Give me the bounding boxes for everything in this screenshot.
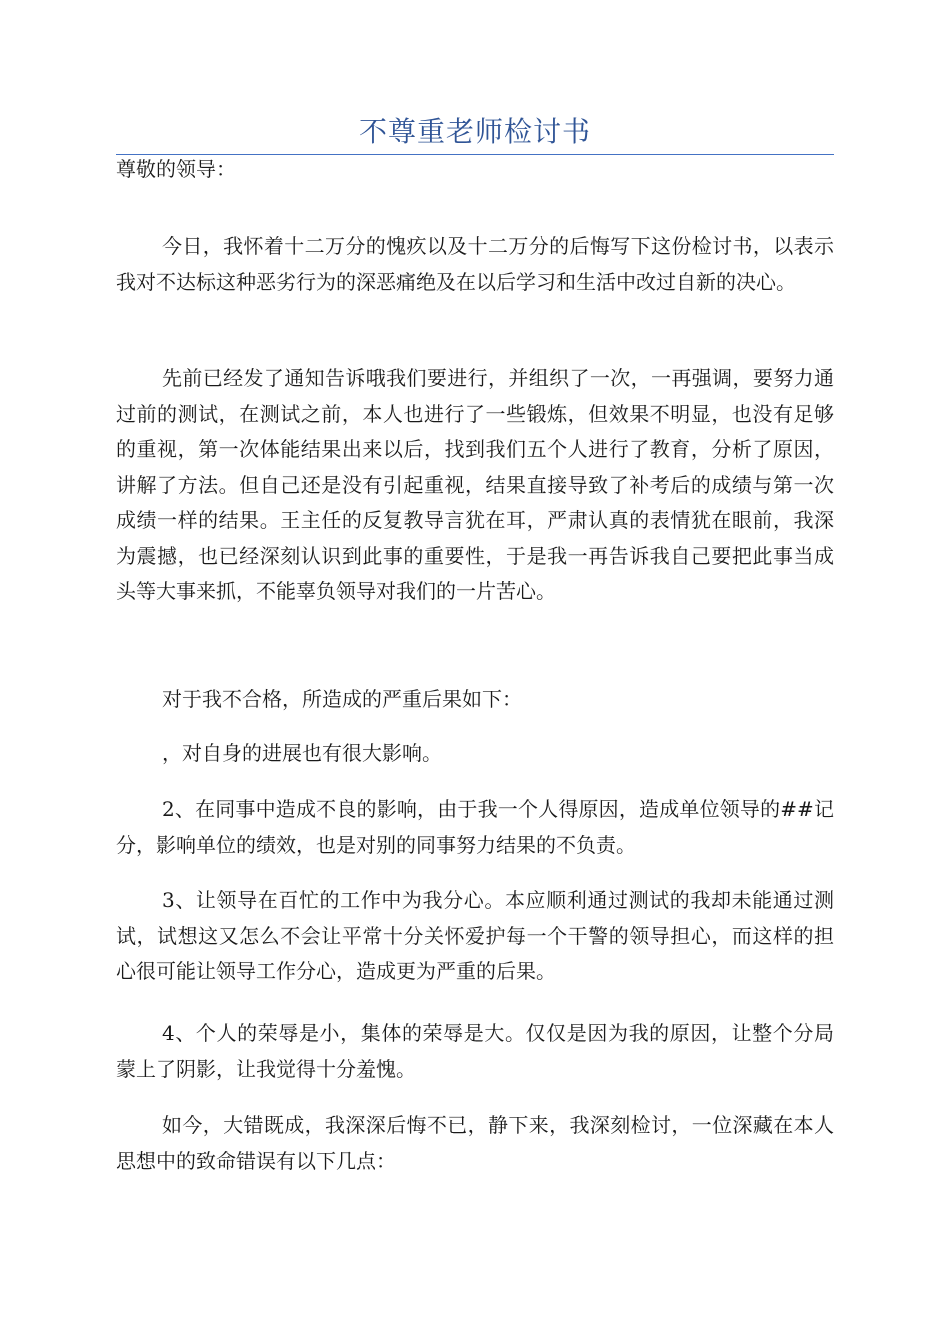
paragraph-6: 3、让领导在百忙的工作中为我分心。本应顺利通过测试的我却未能通过测试，试想这又怎么不会让平常十分关怀爱护每一个干警的领导担心，而这样的担心很可能让领导工作分心，造成更为严重的后果。 [116, 888, 834, 983]
paragraph-7: 4、个人的荣辱是小，集体的荣辱是大。仅仅是因为我的原因，让整个分局蒙上了阴影，让我觉得十分羞愧。 [116, 1021, 834, 1081]
paragraph-5: 2、在同事中造成不良的影响，由于我一个人得原因，造成单位领导的##记分，影响单位的绩效，也是对别的同事努力结果的不负责。 [116, 797, 834, 857]
paragraph-8: 如今，大错既成，我深深后悔不已，静下来，我深刻检讨，一位深藏在本人思想中的致命错误有以下几点： [116, 1113, 834, 1173]
paragraph-3: 对于我不合格，所造成的严重后果如下： [162, 687, 522, 711]
salutation: 尊敬的领导： [116, 157, 236, 181]
paragraph-1: 今日，我怀着十二万分的愧疚以及十二万分的后悔写下这份检讨书，以表示我对不达标这种恶劣行为的深恶痛绝及在以后学习和生活中改过自新的决心。 [116, 234, 834, 294]
paragraph-4: ，对自身的进展也有很大影响。 [162, 741, 442, 765]
paragraph-2: 先前已经发了通知告诉哦我们要进行，并组织了一次，一再强调，要努力通过前的测试，在测试之前，本人也进行了一些锻炼，但效果不明显，也没有足够的重视，第一次体能结果出来以后，找到我们五个人进行了教育，分析了原因，讲解了方法。但自己还是没有引起重视，结果直接导致了补考后的成绩与第一次成绩一样的结果。王主任的反复教导言犹在耳，严肃认真的表情犹在眼前，我深为震撼，也已经深刻认识到此事的重要性，于是我一再告诉我自己要把此事当成头等大事来抓，不能辜负领导对我们的一片苦心。 [116, 366, 834, 603]
document-title: 不尊重老师检讨书 [358, 115, 591, 148]
